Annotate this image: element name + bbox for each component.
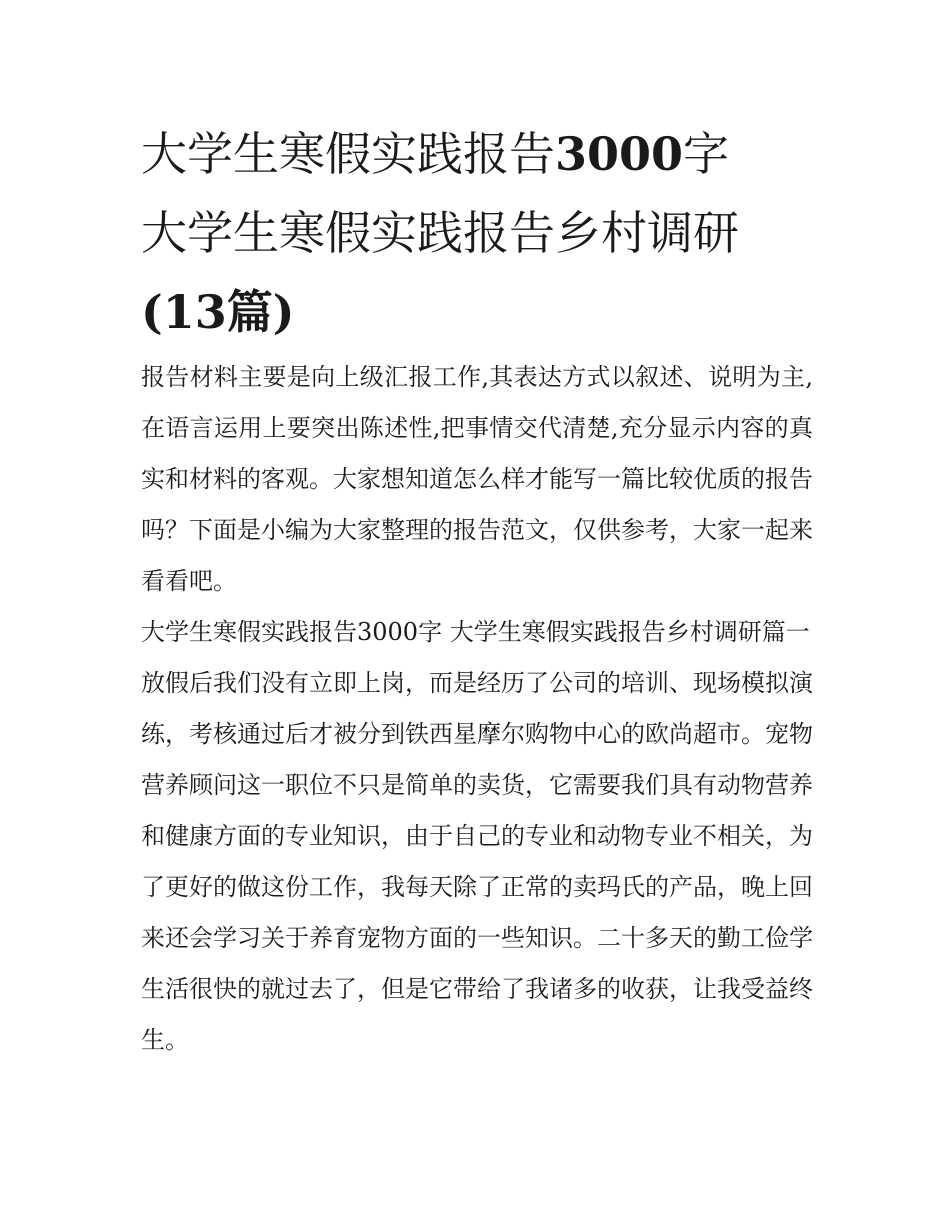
title-line-1: [141, 115, 813, 194]
title-line-1-suffix: 字: [683, 127, 730, 181]
body-paragraph: 放假后我们没有立即上岗，而是经历了公司的培训、现场模拟演练，考核通过后才被分到铁西星摩尔购物中心的欧尚超市。宠物营养顾问这一职位不只是简单的卖货，它需要我们具有动物营养和健康方面的专业知识，由于自己的专业和动物专业不相关，为了更好的做这份工作，我每天除了正常的卖玛氏的产品，晚上回来还会学习关于养育宠物方面的一些知识。二十多天的勤工俭学生活很快的就过去了，但是它带给了我诸多的收获，让我受益终生。: [141, 669, 813, 1054]
section-heading: 大学生寒假实践报告3000字 大学生寒假实践报告乡村调研篇一: [141, 618, 810, 646]
title-line-3: [141, 273, 813, 352]
title-line-2: 大学生寒假实践报告乡村调研: [141, 206, 739, 260]
document-title: [141, 115, 813, 352]
title-line-1-number: 3000: [555, 127, 684, 181]
intro-paragraph: 报告材料主要是向上级汇报工作,其表达方式以叙述、说明为主,在语言运用上要突出陈述性,把事情交代清楚,充分显示内容的真实和材料的客观。大家想知道怎么样才能写一篇比较优质的报告吗？下面是小编为大家整理的报告范文，仅供参考，大家一起来看看吧。: [141, 363, 813, 595]
title-line-3-count: (13篇): [141, 285, 295, 339]
document-page: [141, 115, 813, 1066]
title-line-1-prefix: 大学生寒假实践报告: [141, 127, 555, 181]
